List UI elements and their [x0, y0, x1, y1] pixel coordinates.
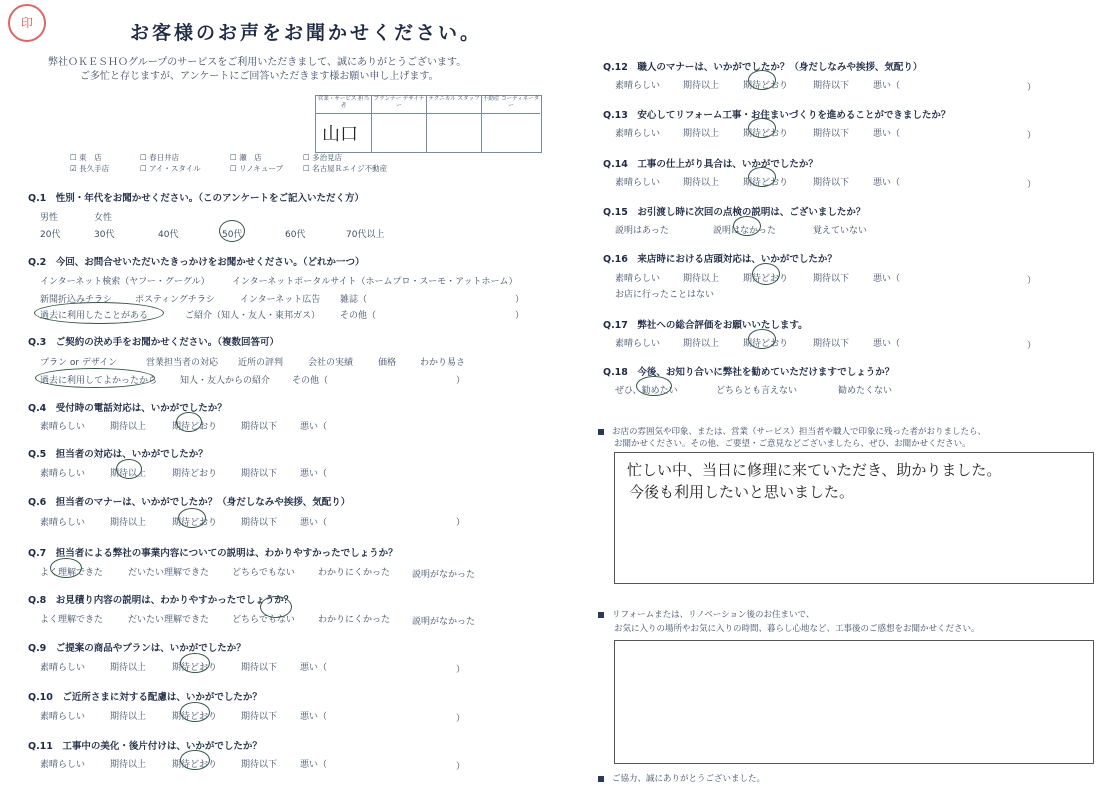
seal-stamp: 印 [8, 4, 46, 42]
q2-option[interactable]: 雑誌（ [340, 295, 368, 305]
rating-option[interactable]: 期待どおり [743, 178, 789, 188]
comment-2-label: リフォームまたは、リノベーション後のお住まいで、 [598, 609, 814, 621]
staff-table [315, 95, 542, 153]
rating-option[interactable]: 期待どおり [743, 339, 789, 349]
answer-circle-mark [35, 368, 158, 388]
rating-option[interactable]: 素晴らしい [40, 663, 86, 673]
rating-option[interactable]: 期待以下 [241, 469, 278, 479]
answer-circle-mark [180, 702, 210, 722]
rating-option[interactable]: 悪い（ [873, 178, 901, 188]
rating-option[interactable]: 期待以上 [683, 274, 720, 284]
answer-circle-mark [34, 302, 164, 324]
rating-option[interactable]: 期待以上 [110, 422, 147, 432]
rating-option[interactable]: 悪い（ [300, 760, 328, 770]
question-11: Q.11 工事中の美化・後片付けは、いかがでしたか？ [28, 741, 262, 752]
question-6: Q.6 担当者のマナーは、いかがでしたか？（身だしなみや挨拶、気配り） [28, 497, 351, 508]
store-option[interactable]: ☐ 多治見店 [303, 153, 343, 162]
rating-option[interactable]: 素晴らしい [40, 760, 86, 770]
store-option[interactable]: ☐ リノキューブ [230, 164, 284, 173]
rating-option[interactable]: 期待以下 [241, 422, 278, 432]
answer-circle-mark [178, 508, 206, 528]
rating-option[interactable]: 期待どおり [743, 81, 789, 91]
question-4: Q.4 受付時の電話対応は、いかがでしたか？ [28, 403, 227, 414]
q3-paren: ） [456, 376, 466, 386]
q1-option[interactable]: 50代 [222, 230, 243, 240]
table-divider [426, 114, 427, 152]
store-option[interactable]: ☐ 瀬 店 [230, 153, 262, 162]
rating-option[interactable]: 素晴らしい [615, 81, 661, 91]
q3-option[interactable]: 営業担当者の対応 [146, 358, 219, 368]
q3-option[interactable]: プラン or デザイン [40, 358, 118, 368]
bullet-icon [598, 429, 604, 435]
q2-option[interactable]: その他（ [340, 311, 377, 321]
q7-option[interactable]: 説明がなかった [412, 570, 476, 580]
q2-paren: ） [515, 311, 525, 321]
comment-1-label-line-2: お聞かせください。その他、ご要望・ご意見などございましたら、ぜひ、お聞かせください。 [614, 439, 971, 449]
q3-option[interactable]: 近所の評判 [238, 358, 284, 368]
rating-option[interactable]: 素晴らしい [40, 422, 86, 432]
rating-paren: ） [1027, 341, 1037, 351]
q2-option[interactable]: 新聞折込みチラシ [40, 295, 113, 305]
rating-option[interactable]: 期待どおり [743, 129, 789, 139]
q3-option[interactable]: 知人・友人からの紹介 [180, 376, 271, 386]
question-3: Q.3 ご契約の決め手をお聞かせください。（複数回答可） [28, 337, 280, 348]
q3-option[interactable]: その他（ [292, 376, 329, 386]
store-option[interactable]: ☑ 長久手店 [70, 164, 110, 173]
question-5: Q.5 担当者の対応は、いかがでしたか？ [28, 449, 208, 460]
rating-paren: ） [456, 665, 466, 675]
answer-circle-mark [50, 558, 82, 578]
rating-option[interactable]: 悪い（ [300, 422, 328, 432]
q8-option[interactable]: よく理解できた [40, 615, 104, 625]
q3-option[interactable]: 会社の実績 [308, 358, 354, 368]
question-13: Q.13 安心してリフォーム工事・お住まいづくりを進めることができましたか？ [603, 110, 951, 121]
question-15: Q.15 お引渡し時に次回の点検の説明は、ございましたか？ [603, 207, 866, 218]
q2-option[interactable]: インターネットポータルサイト（ホームプロ・スーモ・アットホーム） [232, 277, 518, 287]
answer-circle-mark [748, 118, 776, 138]
q16-extra-option[interactable]: お店に行ったことはない [615, 290, 715, 300]
q1-option[interactable]: 女性 [94, 213, 113, 223]
comment-1-handwritten-line-2: 今後も利用したいと思いました。 [629, 483, 855, 501]
question-2: Q.2 今回、お問合せいただいたきっかけをお聞かせください。（どれか一つ） [28, 257, 365, 268]
rating-option[interactable]: 期待以上 [683, 339, 720, 349]
question-10: Q.10 ご近所さまに対する配慮は、いかがでしたか？ [28, 692, 262, 703]
rating-option[interactable]: 期待以下 [813, 339, 850, 349]
question-8: Q.8 お見積り内容の説明は、わかりやすかったでしょうか？ [28, 595, 294, 606]
store-option[interactable]: ☐ 名古屋Ｒエイジ不動産 [303, 164, 388, 173]
q2-option[interactable]: 過去に利用したことがある [40, 311, 149, 321]
q1-option[interactable]: 70代以上 [346, 230, 385, 240]
store-option[interactable]: ☐ 春日井店 [140, 153, 180, 162]
answer-circle-mark [180, 653, 210, 673]
rating-option[interactable]: 期待以下 [813, 81, 850, 91]
staff-header-sales: 営業・サービス 担当者 [316, 96, 372, 114]
answer-circle-mark [752, 263, 780, 285]
rating-option[interactable]: 期待以下 [241, 663, 278, 673]
rating-paren: ） [456, 518, 466, 528]
q8-option[interactable]: だいたい理解できた [128, 615, 210, 625]
question-17: Q.17 弊社への総合評価をお願いいたします。 [603, 320, 808, 331]
intro-line-1: 弊社ＯＫＥＳＨＯグループのサービスをご利用いただきまして、誠にありがとうございます。 [48, 57, 467, 68]
answer-circle-mark [748, 70, 776, 90]
page-title: お客様のお声をお聞かせください。 [130, 22, 483, 44]
rating-option[interactable]: 期待以上 [110, 469, 147, 479]
store-option[interactable]: ☐ アイ・スタイル [140, 164, 201, 173]
q3-option[interactable]: 過去に利用してよかったから [40, 376, 158, 386]
rating-paren: ） [1027, 276, 1037, 286]
q2-option[interactable]: ポスティングチラシ [135, 295, 215, 305]
q1-option[interactable]: 60代 [285, 230, 306, 240]
q18-option[interactable]: 勧めたくない [838, 386, 893, 396]
rating-option[interactable]: 期待以下 [813, 129, 850, 139]
q7-option[interactable]: どちらでもない [232, 568, 295, 578]
q2-option[interactable]: ご紹介（知人・友人・東邦ガス） [185, 311, 321, 321]
q1-option[interactable]: 30代 [94, 230, 115, 240]
question-1: Q.1 性別・年代をお聞かせください。（このアンケートをご記入いただく方） [28, 193, 364, 204]
answer-circle-mark [636, 376, 672, 396]
answer-circle-mark [260, 596, 292, 618]
rating-option[interactable]: 悪い（ [300, 469, 328, 479]
rating-paren: ） [1027, 180, 1037, 190]
rating-option[interactable]: 期待以上 [110, 663, 147, 673]
table-divider [371, 114, 372, 152]
q1-option[interactable]: 男性 [40, 213, 59, 223]
rating-paren: ） [1027, 83, 1037, 93]
rating-option[interactable]: 期待どおり [172, 712, 218, 722]
answer-circle-mark [180, 750, 210, 770]
rating-option[interactable]: 期待どおり [172, 469, 218, 479]
rating-option[interactable]: 期待以下 [813, 274, 850, 284]
q1-option[interactable]: 20代 [40, 230, 61, 240]
rating-option[interactable]: 悪い（ [873, 129, 901, 139]
rating-option[interactable]: 素晴らしい [615, 274, 661, 284]
answer-circle-mark [116, 459, 142, 479]
thanks-text: ご協力、誠にありがとうございました。 [598, 772, 765, 786]
comment-2-box[interactable] [614, 640, 1094, 764]
rating-option[interactable]: 悪い（ [300, 518, 328, 528]
rating-option[interactable]: 悪い（ [300, 712, 328, 722]
rating-option[interactable]: 期待以上 [110, 518, 147, 528]
rating-option[interactable]: 期待以下 [813, 178, 850, 188]
question-12: Q.12 職人のマナーは、いかがでしたか？（身だしなみや挨拶、気配り） [603, 62, 923, 73]
comment-1-handwritten-line-1: 忙しい中、当日に修理に来ていただき、助かりました。 [627, 461, 1002, 479]
q7-option[interactable]: わかりにくかった [318, 568, 391, 578]
answer-circle-mark [219, 220, 245, 242]
table-divider [481, 114, 482, 152]
bullet-icon [598, 776, 604, 782]
q3-option[interactable]: わかり易さ [420, 358, 466, 368]
staff-header-realestate: 不動産 コーディネーター [482, 96, 540, 114]
store-option[interactable]: ☐ 東 店 [70, 153, 102, 162]
comment-2-label-line-2: お気に入りの場所やお気に入りの時間、暮らし心地など、工事後のご感想をお聞かせください。 [614, 624, 980, 634]
answer-circle-mark [733, 216, 761, 236]
q2-paren: ） [515, 295, 525, 305]
answer-circle-mark [748, 167, 776, 187]
rating-option[interactable]: 期待以下 [241, 518, 278, 528]
rating-option[interactable]: 期待以上 [683, 81, 720, 91]
q2-option[interactable]: インターネット検索（ヤフー・グーグル） [40, 277, 210, 287]
question-18: Q.18 今後、お知り合いに弊社を勧めていただけますでしょうか？ [603, 367, 895, 378]
bullet-icon [598, 612, 604, 618]
rating-option[interactable]: 素晴らしい [40, 518, 86, 528]
question-9: Q.9 ご提案の商品やプランは、いかがでしたか？ [28, 643, 246, 654]
q7-option[interactable]: だいたい理解できた [128, 568, 210, 578]
staff-handwritten-name: 山口 [322, 124, 358, 145]
rating-paren: ） [456, 762, 466, 772]
q8-option[interactable]: 説明がなかった [412, 617, 476, 627]
rating-option[interactable]: 素晴らしい [40, 469, 86, 479]
q8-option[interactable]: どちらでもない [232, 615, 295, 625]
q15-option[interactable]: 覚えていない [813, 226, 868, 236]
rating-option[interactable]: 素晴らしい [40, 712, 86, 722]
rating-option[interactable]: 期待どおり [743, 274, 789, 284]
q15-option[interactable]: 説明はなかった [713, 226, 777, 236]
rating-option[interactable]: 期待以上 [110, 760, 147, 770]
rating-option[interactable]: 期待以下 [241, 712, 278, 722]
rating-option[interactable]: 悪い（ [873, 339, 901, 349]
question-7: Q.7 担当者による弊社の事業内容についての説明は、わかりやすかったでしょうか？ [28, 548, 398, 559]
rating-option[interactable]: 素晴らしい [615, 129, 661, 139]
rating-option[interactable]: 期待どおり [172, 422, 218, 432]
q3-option[interactable]: 価格 [378, 358, 397, 368]
comment-1-box[interactable] [614, 452, 1094, 584]
rating-option[interactable]: 悪い（ [873, 81, 901, 91]
rating-option[interactable]: 期待以上 [110, 712, 147, 722]
question-16: Q.16 来店時における店頭対応は、いかがでしたか？ [603, 254, 837, 265]
answer-circle-mark [748, 329, 776, 349]
q1-option[interactable]: 40代 [158, 230, 179, 240]
rating-option[interactable]: 期待以下 [241, 760, 278, 770]
rating-option[interactable]: 悪い（ [300, 663, 328, 673]
q8-option[interactable]: わかりにくかった [318, 615, 391, 625]
q15-option[interactable]: 説明はあった [615, 226, 669, 236]
q18-option[interactable]: ぜひ、勧めたい [615, 386, 678, 396]
q2-option[interactable]: インターネット広告 [240, 295, 321, 305]
rating-paren: ） [1027, 131, 1037, 141]
q18-option[interactable]: どちらとも言えない [716, 386, 798, 396]
rating-option[interactable]: 素晴らしい [615, 178, 661, 188]
rating-paren: ） [456, 714, 466, 724]
rating-option[interactable]: 期待以上 [683, 129, 720, 139]
rating-option[interactable]: 素晴らしい [615, 339, 661, 349]
staff-header-planner: プランナー デザイナー [372, 96, 427, 114]
comment-1-label: お店の雰囲気や印象、または、営業（サービス）担当者や職人で印象に残った者がおりましたら、 [598, 426, 986, 438]
intro-line-2: ご多忙と存じますが、アンケートにご回答いただきます様お願い申し上げます。 [80, 71, 439, 82]
rating-option[interactable]: 期待どおり [172, 760, 218, 770]
rating-option[interactable]: 期待以上 [683, 178, 720, 188]
q7-option[interactable]: よく理解できた [40, 568, 104, 578]
question-14: Q.14 工事の仕上がり具合は、いかがでしたか？ [603, 159, 818, 170]
rating-option[interactable]: 期待どおり [172, 518, 218, 528]
staff-header-technical: テクニカル スタッフ [427, 96, 482, 114]
rating-option[interactable]: 期待どおり [172, 663, 218, 673]
answer-circle-mark [176, 412, 202, 432]
rating-option[interactable]: 悪い（ [873, 274, 901, 284]
